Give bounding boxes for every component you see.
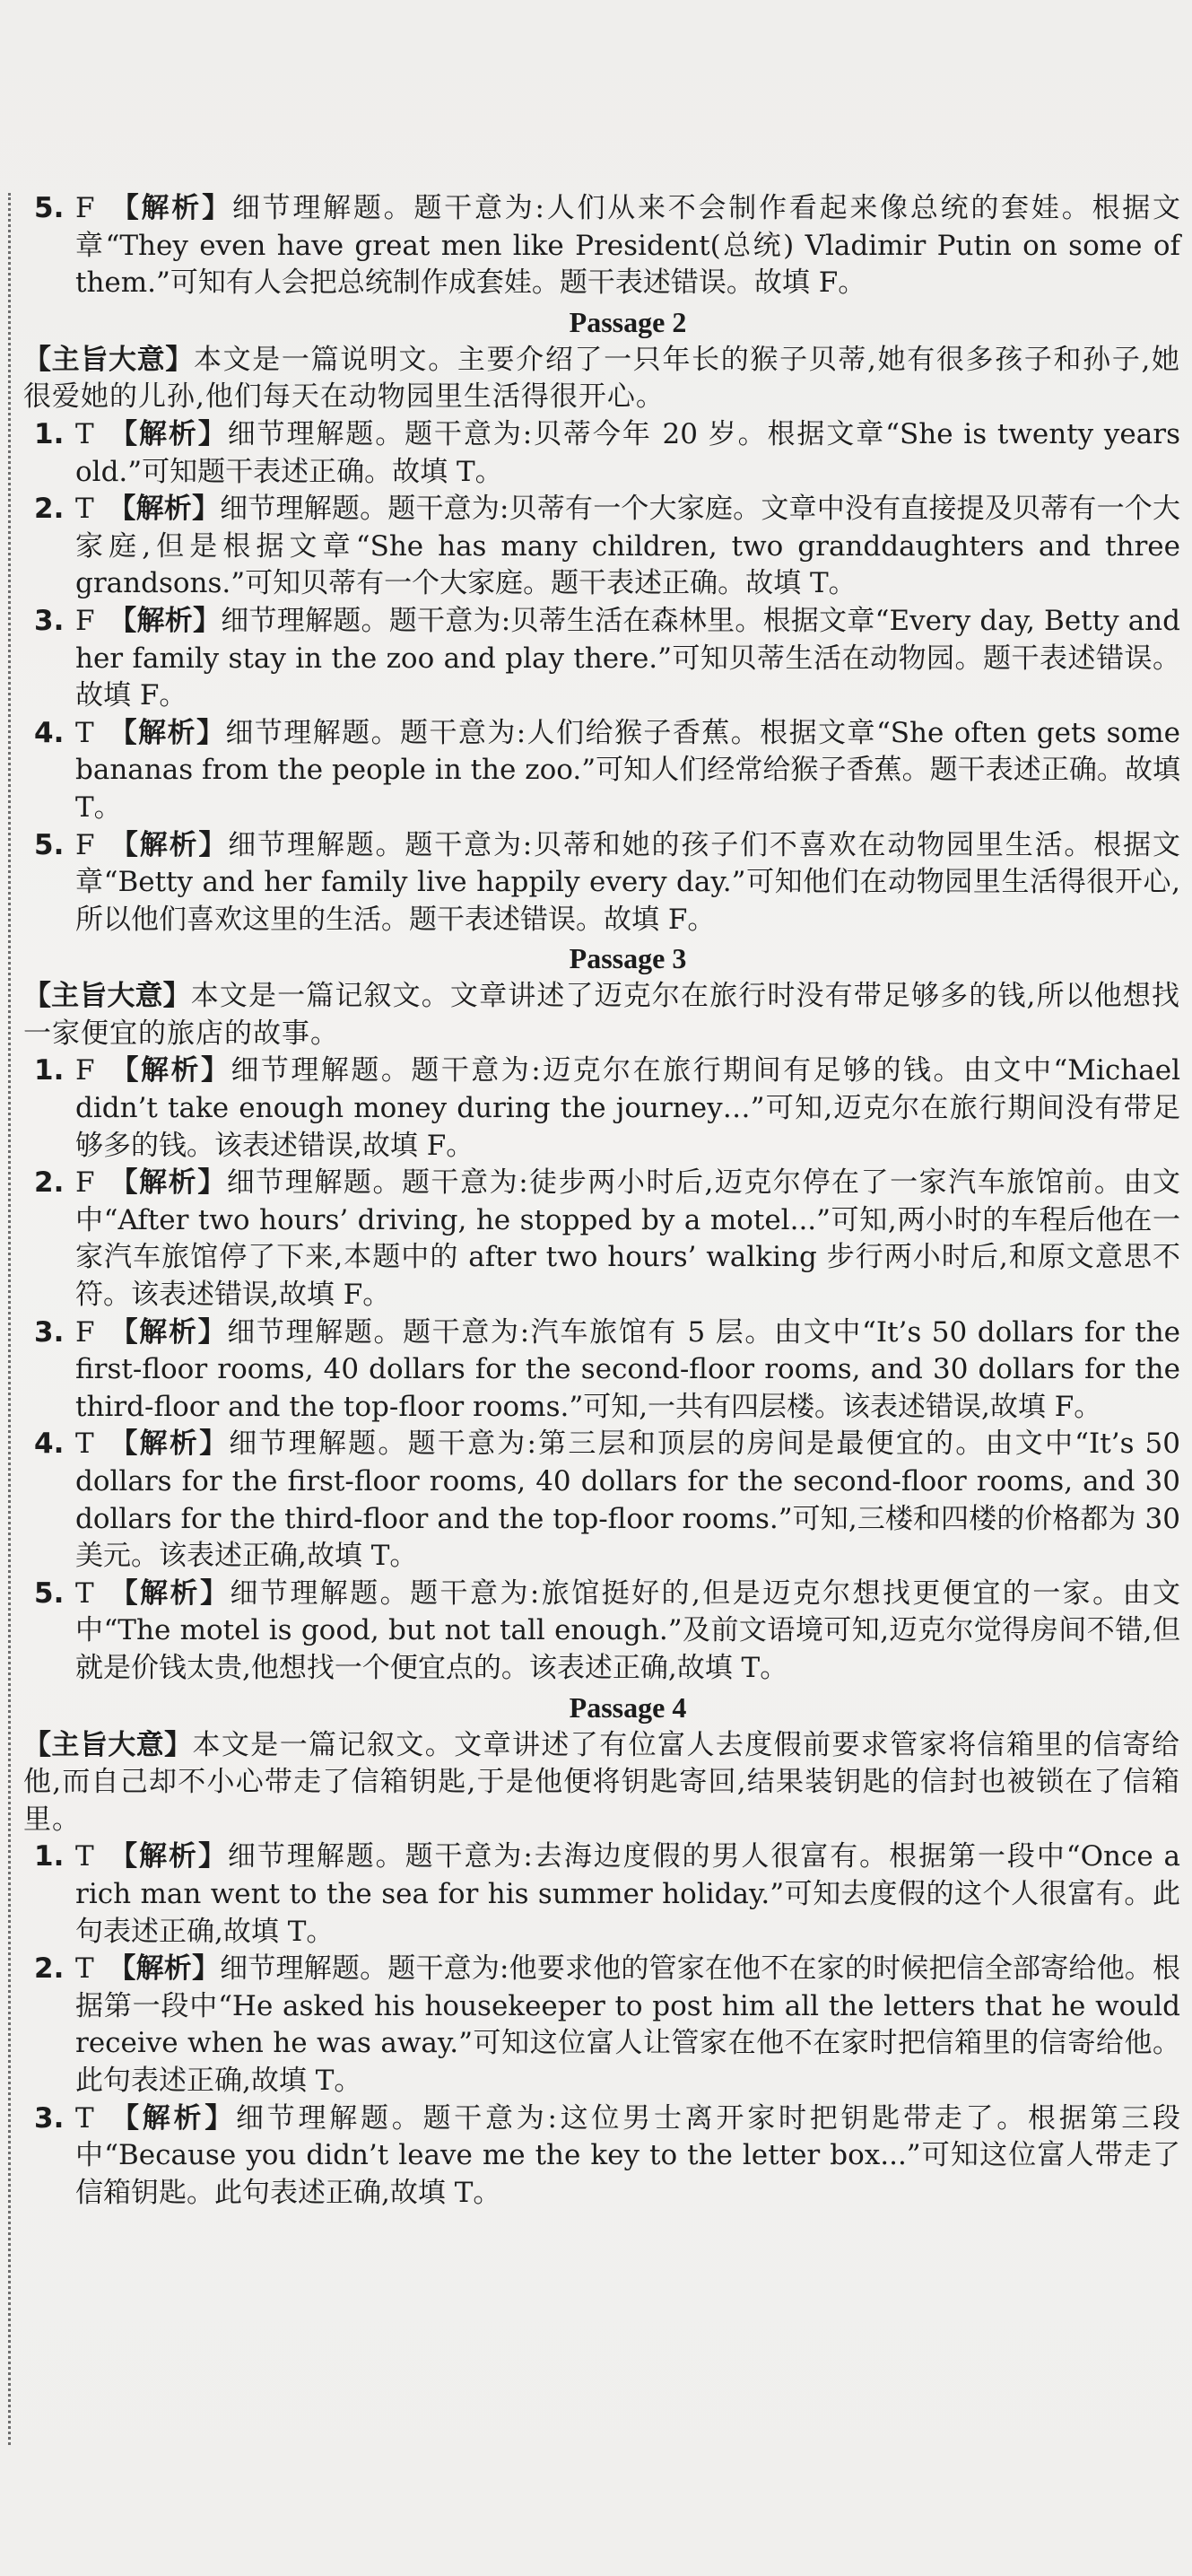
analysis-tag: 【解析】 [109,828,229,861]
analysis-text: 细节理解题。题干意为:迈克尔在旅行期间有足够的钱。由文中“Michael didn’t take enough money during the journey…”可知,迈克尔在旅行期间没有带足够多的钱。该表述错误,故填 F。 [75,1054,1181,1162]
answer-item [23,603,1180,715]
main-idea-tag: 【主旨大意】 [23,343,194,376]
answer-item [23,715,1180,827]
analysis-text: 细节理解题。题干意为:汽车旅馆有 5 层。由文中“It’s 50 dollars for the first-floor rooms, 40 dollars for the second-floor rooms, and 30 dollars for the third-floor and the top-floor rooms.”可知,一共有四层楼。该表述错误,故填 F。 [75,1315,1180,1423]
answer-item [23,416,1180,491]
answer-letter: F [75,1315,95,1349]
dotted-margin-line [8,193,11,2445]
spacer [94,418,109,450]
analysis-tag: 【解析】 [108,1428,230,1461]
analysis-tag: 【解析】 [109,1315,228,1349]
question-number: 3. [34,1315,65,1349]
passage-section [23,939,1180,1687]
question-number: 5. [34,828,65,861]
answer-letter: T [75,1952,94,1986]
spacer [95,192,109,224]
answer-item [23,1951,1180,2100]
answer-letter: F [75,604,95,637]
analysis-tag: 【解析】 [108,417,228,450]
analysis-tag: 【解析】 [109,1054,231,1087]
spacer [94,1428,109,1460]
analysis-tag: 【解析】 [108,716,226,749]
answer-item [23,1314,1180,1427]
answer-letter: T [75,1576,94,1610]
spacer [95,1054,109,1087]
analysis-text: 细节理解题。题干意为:人们给猴子香蕉。根据文章“She often gets some bananas from the people in the zoo.”可知人们经常给猴子香蕉。题干表述正确。故填 T。 [75,716,1180,824]
spacer [95,605,109,637]
question-number: 2. [34,493,65,526]
answer-item [23,1426,1180,1575]
question-number: 3. [34,604,65,637]
question-number: 5. [34,192,65,224]
main-idea-tag: 【主旨大意】 [23,980,191,1013]
main-idea-text: 本文是一篇说明文。主要介绍了一只年长的猴子贝蒂,她有很多孩子和孙子,她很爱她的儿孙,他们每天在动物园里生活得很开心。 [23,343,1180,414]
spacer [94,717,109,749]
answer-letter: F [75,1054,95,1087]
passage-heading: Passage 3 [569,942,687,975]
analysis-tag: 【解析】 [109,1166,227,1200]
question-number: 2. [34,1952,65,1986]
analysis-text: 细节理解题。题干意为:贝蒂和她的孩子们不喜欢在动物园里生活。根据文章“Betty and her family live happily every day.”可知他们在动物园里生活得很开心,所以他们喜欢这里的生活。题干表述错误。故填 F。 [75,828,1180,936]
analysis-tag: 【解析】 [108,1576,231,1610]
answer-letter: T [75,493,94,526]
analysis-text: 细节理解题。题干意为:第三层和顶层的房间是最便宜的。由文中“It’s 50 dollars for the first-floor rooms, 40 dollars for the second-floor rooms, and 30 dollars for the third-floor and the top-floor rooms.”可知,三楼和四楼的价格都为 30 美元。该表述正确,故填 T。 [75,1428,1180,1573]
answer-item [23,491,1180,603]
analysis-text: 细节理解题。题干意为:贝蒂今年 20 岁。根据文章“She is twenty years old.”可知题干表述正确。故填 T。 [75,417,1180,488]
question-number: 4. [34,1428,65,1461]
main-idea-paragraph [23,978,1180,1052]
spacer [94,1840,109,1873]
question-number: 4. [34,716,65,749]
analysis-tag: 【解析】 [109,604,222,637]
analysis-text: 细节理解题。题干意为:人们从来不会制作看起来像总统的套娃。根据文章“They even have great men like President(总统) Vladimir Putin on some of them.”可知有人会把总统制作成套娃。题干表述错误。故填 F。 [75,192,1180,300]
question-number: 1. [34,1840,65,1873]
answer-letter: T [75,1428,94,1461]
spacer [94,1952,109,1985]
spacer [95,1316,109,1349]
answer-letter: T [75,1840,94,1873]
answer-item [23,1052,1180,1165]
answer-item [23,1165,1180,1314]
passage-heading: Passage 2 [569,305,687,338]
main-idea-text: 本文是一篇记叙文。文章讲述了有位富人去度假前要求管家将信箱里的信寄给他,而自己却不小心带走了信箱钥匙,于是他便将钥匙寄回,结果装钥匙的信封也被锁在了信箱里。 [23,1728,1181,1836]
passage-section [23,302,1180,939]
answer-letter: T [75,716,94,749]
spacer [94,2102,109,2135]
spacer [95,829,109,861]
answer-letter: F [75,828,95,861]
analysis-text: 细节理解题。题干意为:这位男士离开家时把钥匙带走了。根据第三段中“Because you didn’t leave me the key to the letter box...”可知这位富人带走了信箱钥匙。此句表述正确,故填 T。 [75,2101,1180,2209]
analysis-text: 细节理解题。题干意为:去海边度假的男人很富有。根据第一段中“Once a rich man went to the sea for his summer holiday.”可知去度假的这个人很富有。此句表述正确,故填 T。 [75,1840,1181,1948]
analysis-text: 细节理解题。题干意为:徒步两小时后,迈克尔停在了一家汽车旅馆前。由文中“After two hours’ driving, he stopped by a motel...”可知,两小时的车程后他在一家汽车旅馆停了下来,本题中的 after two hours’ walking 步行两小时后,和原文意思不符。该表述错误,故填 F。 [75,1166,1181,1312]
answer-item [23,1576,1180,1688]
answer-item [23,2100,1180,2213]
answer-letter: F [75,1166,95,1200]
spacer [94,1577,109,1610]
main-idea-paragraph [23,1727,1180,1839]
question-number: 5. [34,1576,65,1610]
analysis-tag: 【解析】 [108,1952,221,1986]
answer-item [23,827,1180,939]
answer-content [23,190,1180,2212]
analysis-text: 细节理解题。题干意为:旅馆挺好的,但是迈克尔想找更便宜的一家。由文中“The motel is good, but not tall enough.”及前文语境可知,迈克尔觉得房间不错,但就是价钱太贵,他想找一个便宜点的。该表述正确,故填 T。 [75,1576,1181,1684]
question-number: 1. [34,417,65,450]
spacer [95,1166,109,1199]
main-idea-tag: 【主旨大意】 [23,1728,193,1761]
answer-item [23,190,1180,302]
question-number: 1. [34,1054,65,1087]
answer-letter: T [75,2101,94,2135]
passage-section [23,190,1180,302]
analysis-text: 细节理解题。题干意为:贝蒂有一个大家庭。文章中没有直接提及贝蒂有一个大家庭,但是根据文章“She has many children, two granddaughters and three grandsons.”可知贝蒂有一个大家庭。题干表述正确。故填 T。 [75,493,1180,600]
analysis-tag: 【解析】 [108,2101,236,2135]
answer-item [23,1838,1180,1951]
question-number: 2. [34,1166,65,1200]
answer-letter: F [75,192,95,224]
analysis-text: 细节理解题。题干意为:他要求他的管家在他不在家的时候把信全部寄给他。根据第一段中“He asked his housekeeper to post him all the letters that he would receive when he was away.”可知这位富人让管家在他不在家时把信箱里的信寄给他。此句表述正确,故填 T。 [75,1952,1180,2097]
question-number: 3. [34,2101,65,2135]
passage-section [23,1688,1180,2213]
analysis-text: 细节理解题。题干意为:贝蒂生活在森林里。根据文章“Every day, Betty and her family stay in the zoo and play there.”可知贝蒂生活在动物园。题干表述错误。故填 F。 [75,604,1180,712]
passage-heading: Passage 4 [569,1690,687,1724]
analysis-tag: 【解析】 [108,1840,228,1873]
answer-letter: T [75,417,94,450]
analysis-tag: 【解析】 [108,493,221,526]
spacer [94,493,109,525]
main-idea-text: 本文是一篇记叙文。文章讲述了迈克尔在旅行时没有带足够多的钱,所以他想找一家便宜的旅店的故事。 [23,980,1181,1050]
analysis-tag: 【解析】 [109,192,232,224]
main-idea-paragraph [23,342,1180,416]
